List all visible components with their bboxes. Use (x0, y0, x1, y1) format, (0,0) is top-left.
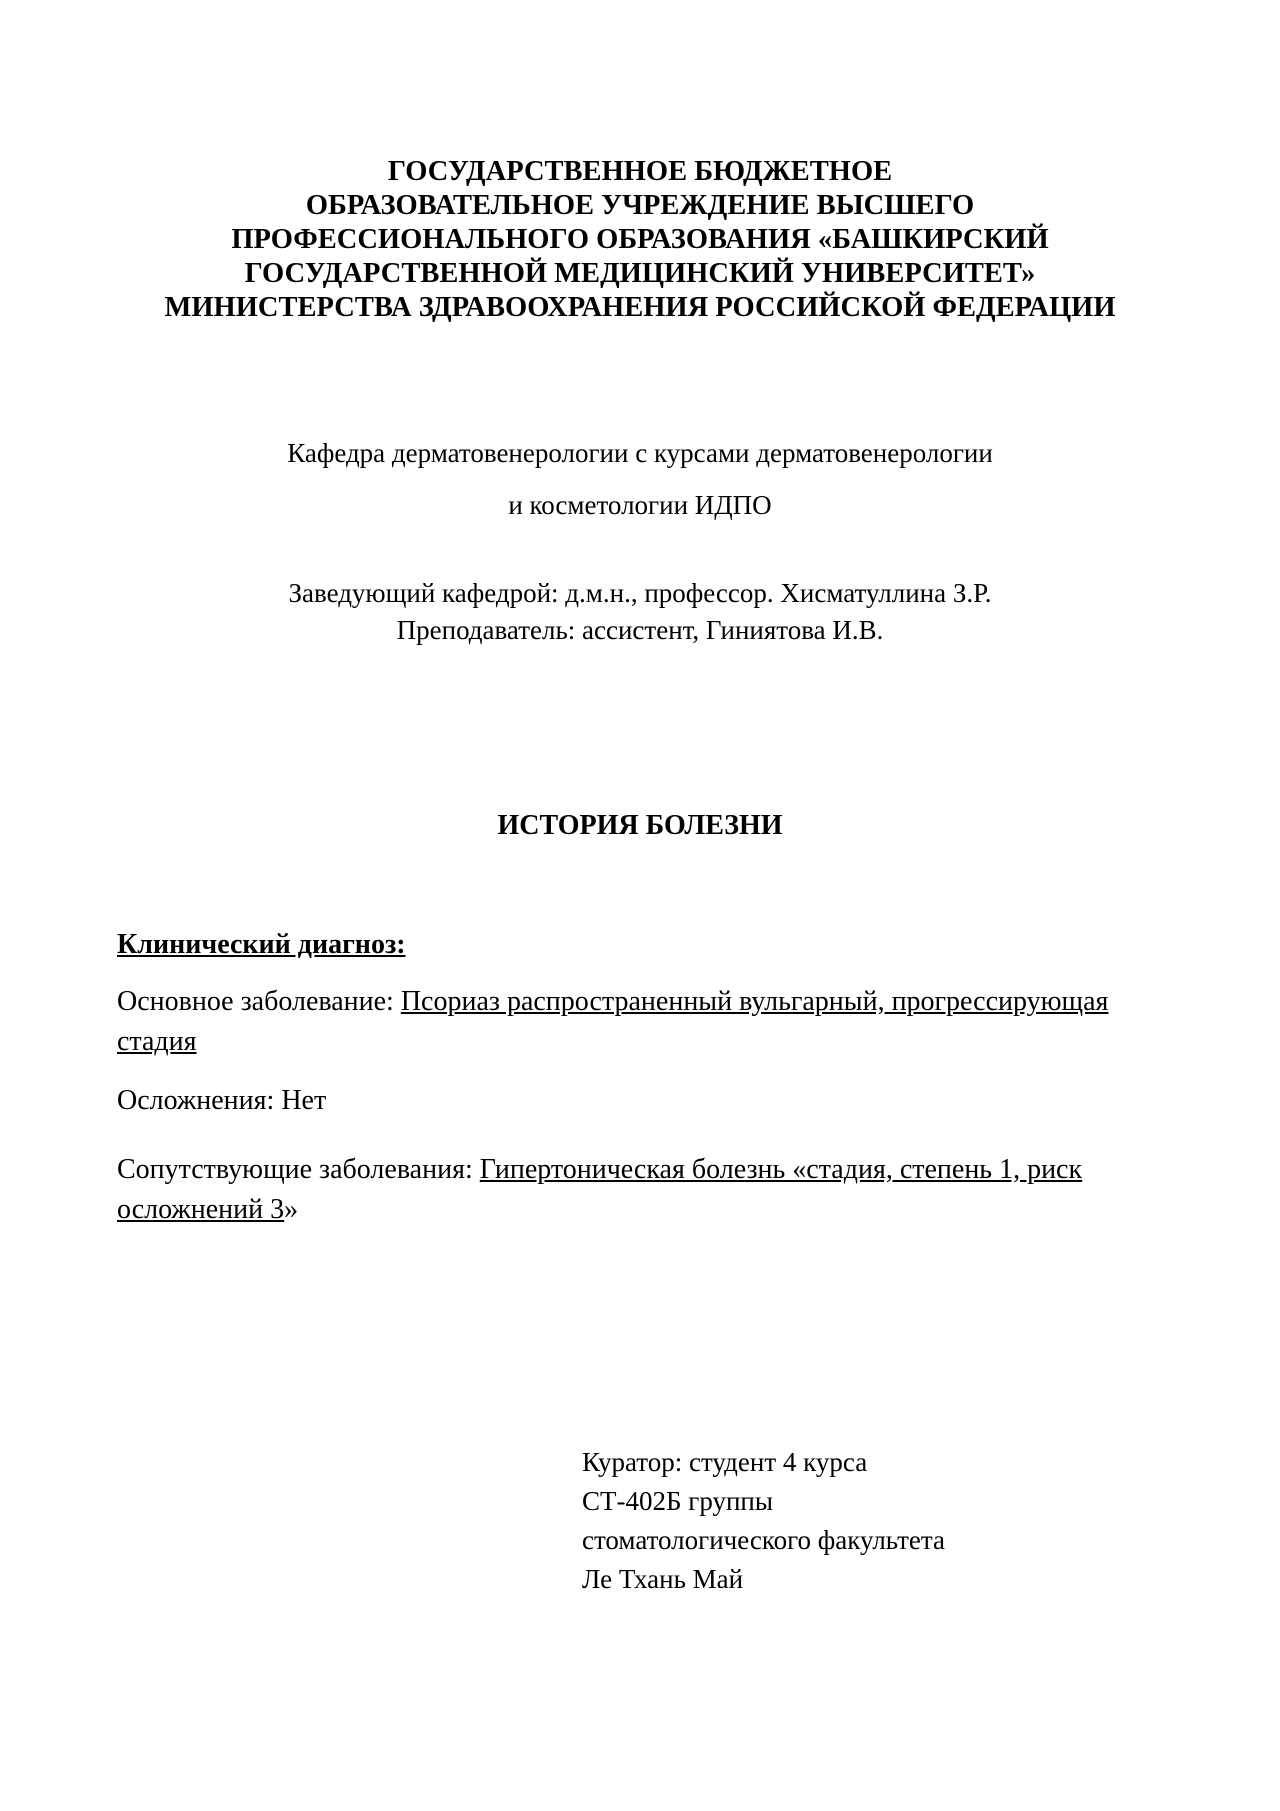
curator-line: стоматологического факультета (582, 1525, 945, 1555)
diagnosis-heading (117, 925, 1187, 965)
department-head: Заведующий кафедрой: д.м.н., профессор. Хисматуллина З.Р. (288, 578, 992, 608)
complications-label: Осложнения: (117, 1085, 282, 1116)
main-disease-value: Псориаз распространенный вульгарный, прогрессирующая стадия (117, 986, 1109, 1057)
concomitant-value: Гипертоническая болезнь «стадия, степень 1, риск осложнений 3 (117, 1154, 1083, 1225)
main-disease-label: Основное заболевание: (117, 986, 401, 1017)
concomitant-diseases (117, 1150, 1187, 1230)
main-disease (117, 982, 1187, 1062)
curator-block (582, 1443, 945, 1599)
header-line: ПРОФЕССИОНАЛЬНОГО ОБРАЗОВАНИЯ «БАШКИРСКИЙ (231, 224, 1049, 255)
teacher: Преподаватель: ассистент, Гиниятова И.В. (396, 615, 884, 645)
curator-line: Ле Тхань Май (582, 1564, 744, 1594)
institution-header (0, 155, 1280, 325)
header-line: ГОСУДАРСТВЕННОЙ МЕДИЦИНСКИЙ УНИВЕРСИТЕТ» (244, 258, 1036, 289)
header-line: МИНИСТЕРСТВА ЗДРАВООХРАНЕНИЯ РОССИЙСКОЙ ФЕДЕРАЦИИ (164, 292, 1116, 323)
document-title: ИСТОРИЯ БОЛЕЗНИ (497, 810, 783, 841)
concomitant-label: Сопутствующие заболевания: (117, 1154, 480, 1185)
header-line: ГОСУДАРСТВЕННОЕ БЮДЖЕТНОЕ (387, 156, 893, 187)
department-line-2: и косметологии ИДПО (508, 490, 772, 520)
complications-value: Нет (281, 1085, 327, 1116)
curator-line: СТ-402Б группы (582, 1486, 774, 1516)
department-line-1: Кафедра дерматовенерологии с курсами дерматовенерологии (287, 438, 993, 468)
complications (117, 1081, 1187, 1121)
concomitant-tail: » (284, 1194, 299, 1225)
header-line: ОБРАЗОВАТЕЛЬНОЕ УЧРЕЖДЕНИЕ ВЫСШЕГО (305, 190, 975, 221)
curator-line: Куратор: студент 4 курса (582, 1447, 868, 1477)
diagnosis-heading-text: Клинический диагноз: (117, 929, 406, 960)
